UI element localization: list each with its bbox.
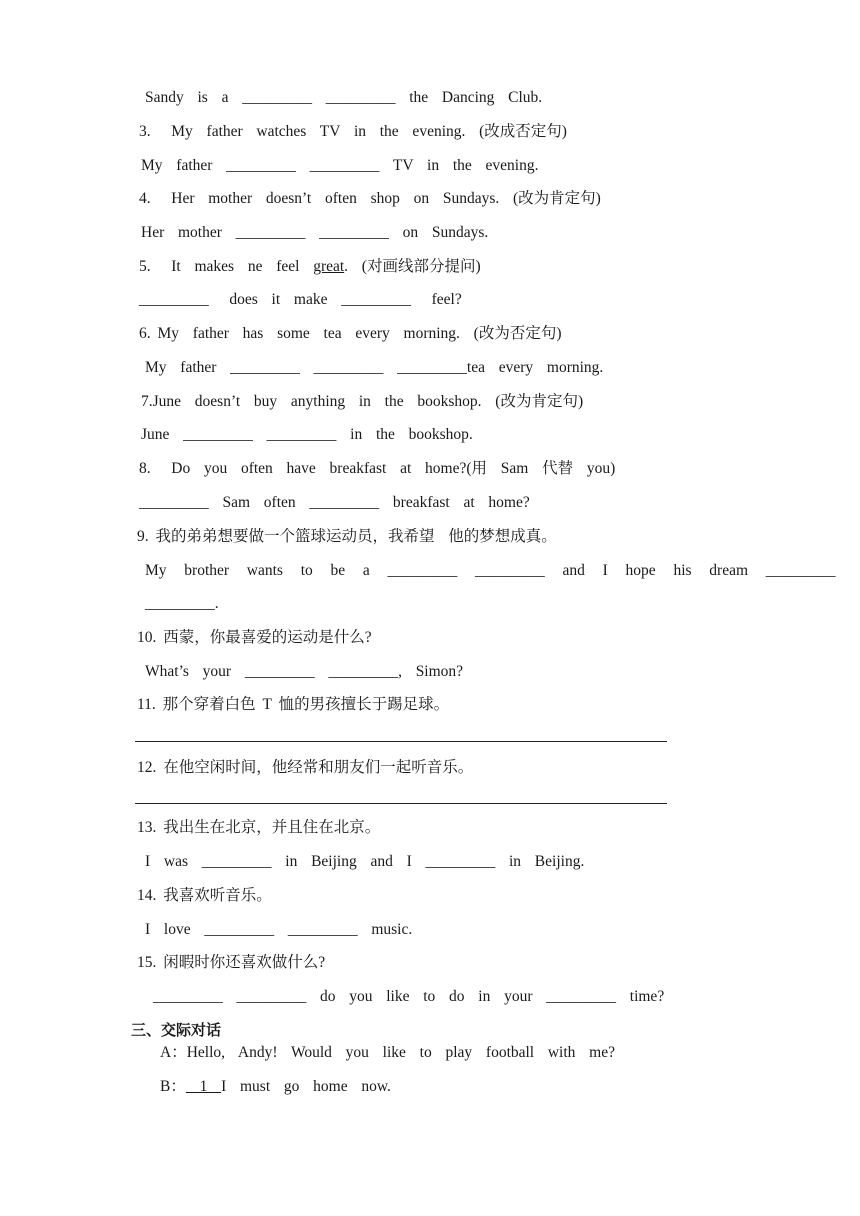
answer-rule-11 [135,741,667,742]
question-13: 13. 我出生在北京，并且住在北京。 [137,819,381,836]
question-12: 12. 在他空闲时间，他经常和朋友们一起听音乐。 [137,759,474,776]
answer-line-7: June _________ _________ in the bookshop. [141,426,473,443]
question-5-text: 5. It makes ne feel [139,258,314,275]
answer-line-13: I was _________ in Beijing and I _________ in Beijing. [145,853,585,870]
answer-line-8: _________ Sam often _________ breakfast at home? [139,494,530,511]
answer-line-4: Her mother _________ _________ on Sundays. [141,224,489,241]
question-9: 9. 我的弟弟想要做一个篮球运动员，我希望 他的梦想成真。 [137,528,557,545]
answer-line-10: What’s your _________ _________, Simon? [145,663,464,680]
section-heading: 三、交际对话 [131,1021,222,1039]
question-5-instruction: . (对画线部分提问) [344,258,481,275]
underlined-word: great [313,258,345,275]
answer-line-14: I love _________ _________ music. [145,921,413,938]
question-7: 7.June doesn’t buy anything in the bookshop. (改为肯定句) [141,393,584,410]
dialogue-b-text: I must go home now. [221,1078,391,1095]
answer-line-9: My brother wants to be a _________ _________ and I hope his dream _________ [145,562,836,579]
dialogue-a: A：Hello, Andy! Would you like to play football with me? [160,1044,615,1061]
question-5 [139,257,481,277]
answer-line-5: _________ does it make _________ feel? [139,291,462,308]
question-6: 6. My father has some tea every morning. (改为否定句) [139,325,562,342]
answer-rule-12 [135,803,667,804]
speaker-b: B： [160,1078,186,1095]
dialogue-b [160,1077,391,1097]
question-15: 15. 闲暇时你还喜欢做什么? [137,954,326,971]
answer-line-6: My father _________ _________ _________tea every morning. [145,359,604,376]
blank-number: 1 [185,1078,222,1095]
exercise-line: Sandy is a _________ _________ the Dancing Club. [145,89,543,106]
answer-line-3: My father _________ _________ TV in the evening. [141,157,539,174]
answer-line-15: _________ _________ do you like to do in your _________ time? [153,988,665,1005]
question-10: 10. 西蒙，你最喜爱的运动是什么? [137,629,372,646]
question-3: 3. My father watches TV in the evening. (改成否定句) [139,123,567,140]
answer-line-9-cont: _________. [145,595,219,612]
question-4: 4. Her mother doesn’t often shop on Sundays. (改为肯定句) [139,190,601,207]
question-8: 8. Do you often have breakfast at home?(用 Sam 代替 you) [139,460,616,477]
question-11: 11. 那个穿着白色 T 恤的男孩擅长于踢足球。 [137,696,450,713]
question-14: 14. 我喜欢听音乐。 [137,887,272,904]
